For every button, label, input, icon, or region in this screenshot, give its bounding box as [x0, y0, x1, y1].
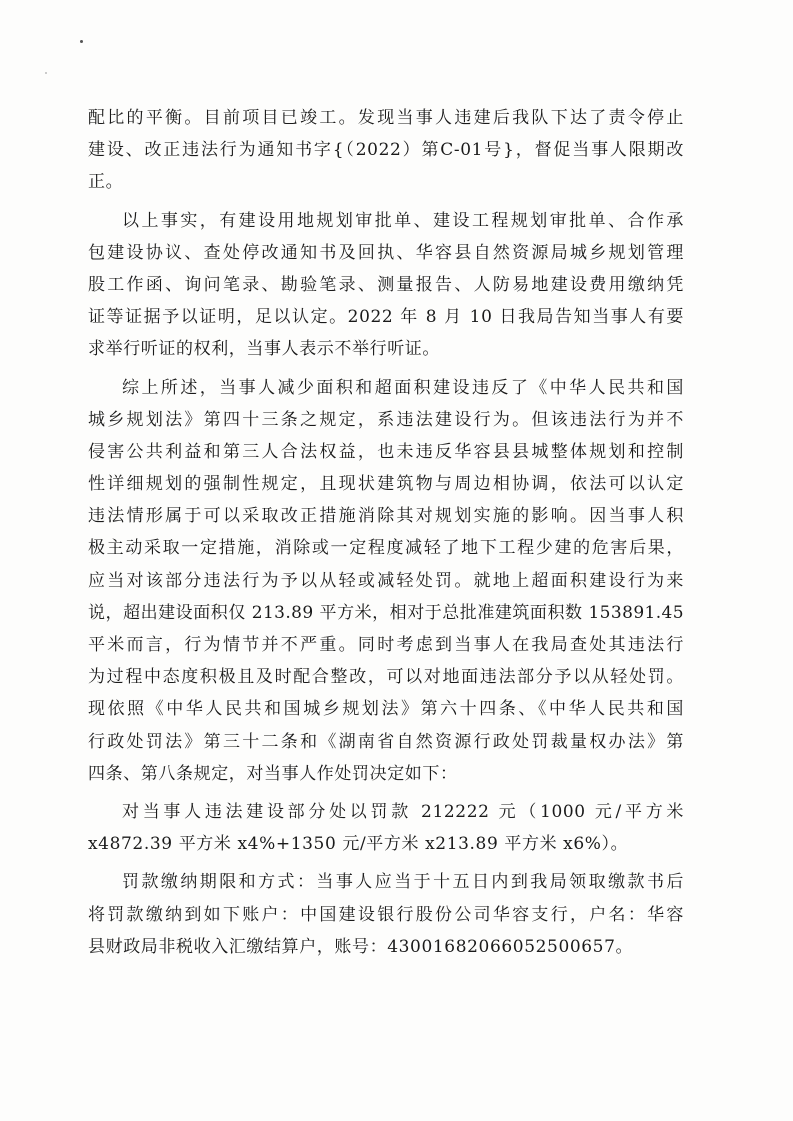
scan-speck — [45, 72, 47, 74]
paragraph-legal-basis — [88, 372, 684, 790]
text-line: 城乡规划法》第四十三条之规定，系违法建设行为。但该违法行为并不 — [88, 409, 684, 430]
text-line: 包建设协议、查处停改通知书及回执、华容县自然资源局城乡规划管理 — [88, 242, 684, 263]
text-line: 违法情形属于可以采取改正措施消除其对规划实施的影响。因当事人积 — [88, 506, 684, 527]
text-line: 建设、改正违法行为通知书字{（2022）第C-01号}，督促当事人限期改 — [88, 140, 684, 161]
paragraph-evidence — [88, 205, 684, 366]
text-line: 性详细规划的强制性规定，且现状建筑物与周边相协调，依法可以认定 — [88, 474, 684, 495]
text-line: 应当对该部分违法行为予以从轻或减轻处罚。就地上超面积建设行为来 — [88, 570, 684, 591]
paragraph-penalty-decision — [88, 796, 684, 860]
text-line: 行政处罚法》第三十二条和《湖南省自然资源行政处罚裁量权办法》第 — [88, 731, 684, 752]
text-line: 配比的平衡。目前项目已竣工。发现当事人违建后我队下达了责令停止 — [88, 108, 684, 128]
text-line: 证等证据予以证明，足以认定。2022 年 8 月 10 日我局告知当事人有要 — [88, 307, 684, 328]
text-line: 县财政局非税收入汇缴结算户，账号：43001682066052500657。 — [88, 936, 634, 957]
scan-speck — [80, 40, 83, 43]
text-line: 股工作函、询问笔录、勘验笔录、测量报告、人防易地建设费用缴纳凭 — [88, 274, 684, 295]
text-line: 综上所述，当事人减少面积和超面积建设违反了《中华人民共和国 — [122, 377, 684, 398]
text-line: 为过程中态度积极且及时配合整改，可以对地面违法部分予以从轻处罚。 — [88, 667, 684, 688]
text-line: x4872.39 平方米 x4%+1350 元/平方米 x213.89 平方米 x6%）。 — [88, 834, 629, 855]
text-line: 极主动采取一定措施，消除或一定程度减轻了地下工程少建的危害后果， — [88, 538, 684, 559]
paragraph-violation-notice — [88, 102, 684, 199]
text-line: 说，超出建设面积仅 213.89 平方米，相对于总批准建筑面积数 153891.45 — [88, 602, 684, 623]
text-line: 对当事人违法建设部分处以罚款 212222 元（1000 元/平方米 — [122, 801, 684, 822]
text-line: 正。 — [88, 172, 124, 193]
document-body — [88, 102, 684, 963]
text-line: 平米而言，行为情节并不严重。同时考虑到当事人在我局查处其违法行 — [88, 635, 684, 655]
text-line: 侵害公共利益和第三人合法权益，也未违反华容县县城整体规划和控制 — [88, 441, 684, 462]
text-line: 罚款缴纳期限和方式：当事人应当于十五日内到我局领取缴款书后 — [122, 872, 684, 893]
text-line: 以上事实，有建设用地规划审批单、建设工程规划审批单、合作承 — [122, 210, 684, 231]
paragraph-payment-method — [88, 866, 684, 963]
text-line: 四条、第八条规定，对当事人作处罚决定如下： — [88, 763, 458, 784]
text-line: 求举行听证的权利，当事人表示不举行听证。 — [88, 339, 440, 360]
text-line: 现依照《中华人民共和国城乡规划法》第六十四条、《中华人民共和国 — [88, 699, 684, 720]
text-line: 将罚款缴纳到如下账户：中国建设银行股份公司华容支行，户名：华容 — [88, 904, 684, 925]
